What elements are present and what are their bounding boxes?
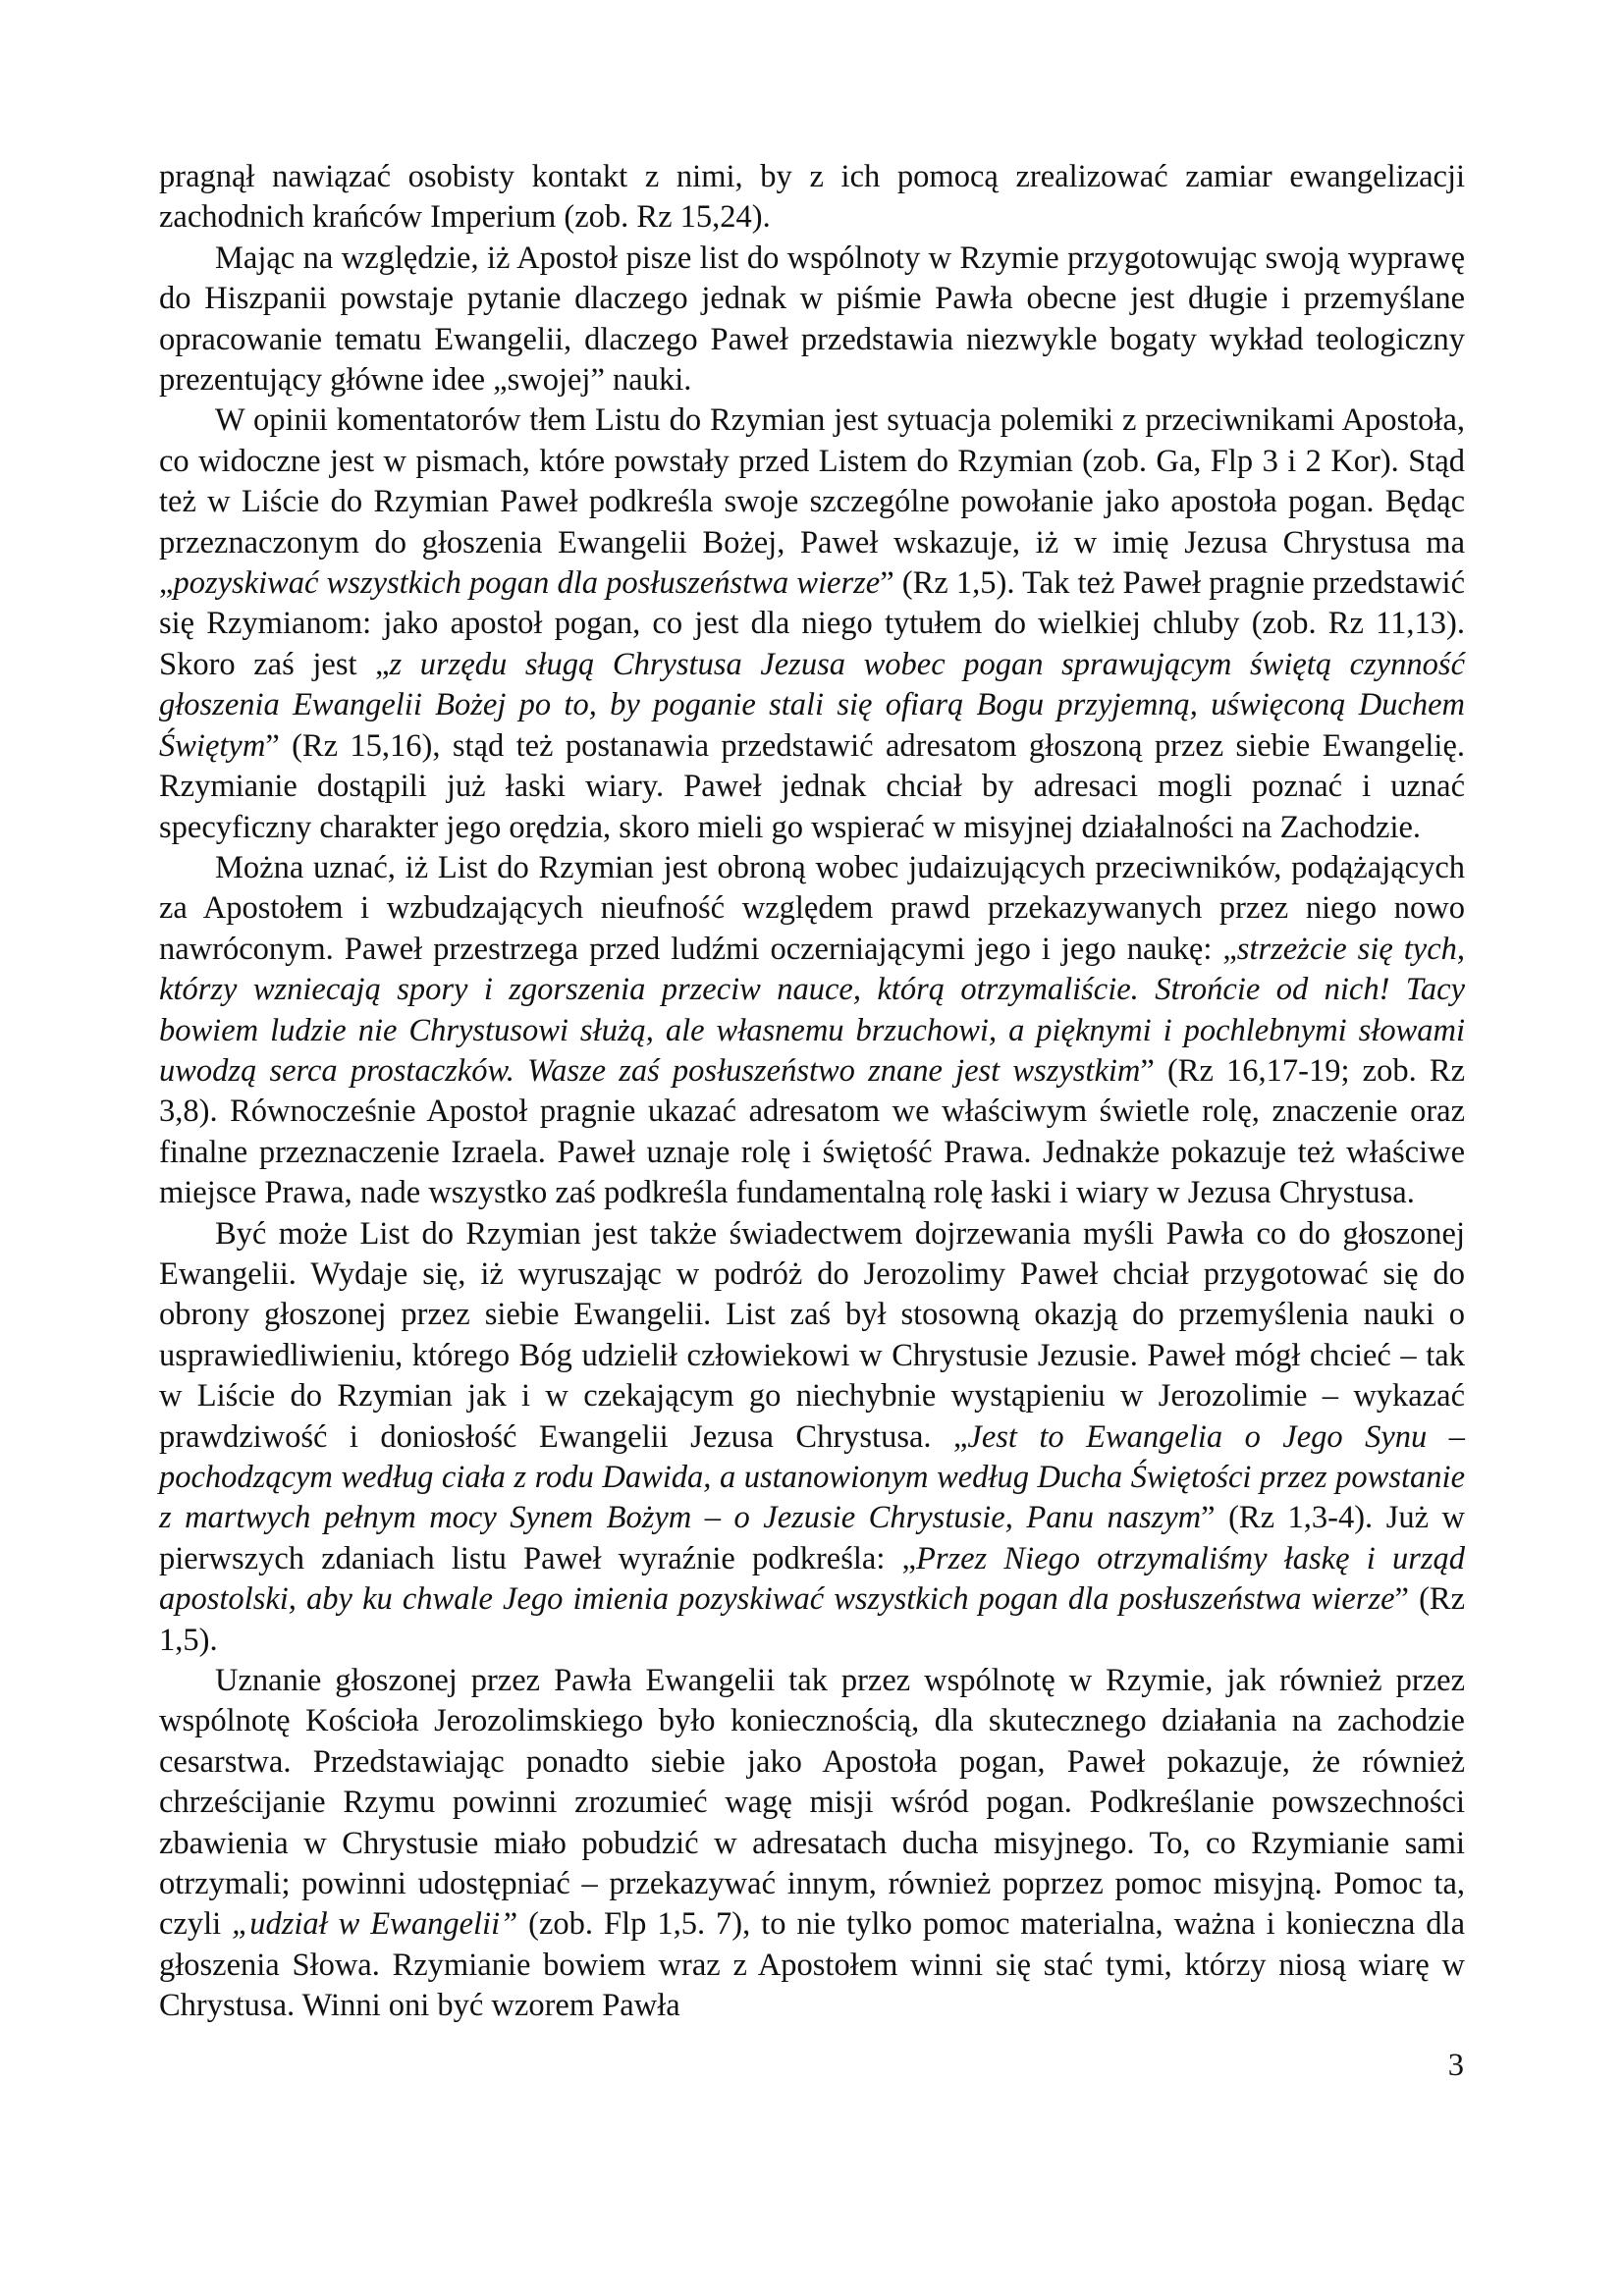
scripture-quote: „udział w Ewangelii” [232, 1906, 518, 1943]
paragraph-6 [159, 1661, 1465, 2027]
paragraph-3 [159, 400, 1465, 847]
text-run: ” (Rz 1,3-4). Już w pierwszych zdaniach listu Paweł wyraźnie podkreśla: „ [159, 1500, 1465, 1576]
scripture-quote: Jest to Ewangelia o Jego Synu – pochodzącym według ciała z rodu Dawida, a ustanowionym według Ducha Świętości przez powstanie z martwych pełnym mocy Synem Bożym – o Jezusie Chrystusie, Panu naszym [159, 1418, 1465, 1536]
text-run: W opinii komentatorów tłem Listu do Rzymian jest sytuacja polemiki z przeciwnikami Apostoła, co widoczne jest w pismach, które powstały przed Listem do Rzymian (zob. Ga, Flp 3 i 2 Kor). Stąd też w Liście do Rzymian Paweł podkreśla swoje szczególne powołanie jako apostoła pogan. Będąc przeznaczonym do głoszenia Ewangelii Bożej, Paweł wskazuje, iż w imię Jezusa Chrystusa ma „ [159, 402, 1465, 602]
text-run: ” (Rz 1,5). Tak też Paweł pragnie przedstawić się Rzymianom: jako apostoł pogan, co jest dla niego tytułem do wielkiej chluby (zob. Rz 11,13). Skoro zaś jest „ [159, 565, 1465, 682]
text-run: (zob. Flp 1,5. 7), to nie tylko pomoc materialna, ważna i konieczna dla głoszenia Słowa. Rzymianie bowiem wraz z Apostołem winni się stać tymi, którzy niosą wiarę w Chrystusa. Winni oni być wzorem Pawła [159, 1906, 1465, 2024]
paragraph-1 [159, 157, 1465, 239]
text-run: pragnął nawiązać osobisty kontakt z nimi, by z ich pomocą zrealizować zamiar ewangelizacji zachodnich krańców Imperium (zob. Rz 15,24). [159, 159, 1465, 236]
text-run: Uznanie głoszonej przez Pawła Ewangelii tak przez wspólnotę w Rzymie, jak również przez wspólnotę Kościoła Jerozolimskiego było koniecznością, dla skutecznego działania na zachodzie cesarstwa. Przedstawiając ponadto siebie jako Apostoła pogan, Paweł pokazuje, że również chrześcijanie Rzymu powinni zrozumieć wagę misji wśród pogan. Podkreślanie powszechności zbawienia w Chrystusie miało pobudzić w adresatach ducha misyjnego. To, co Rzymianie sami otrzymali; powinni udostępniać – przekazywać innym, również poprzez pomoc misyjną. Pomoc ta, czyli [159, 1663, 1465, 1943]
paragraph-4 [159, 848, 1465, 1214]
text-run: Można uznać, iż List do Rzymian jest obroną wobec judaizujących przeciwników, podążających za Apostołem i wzbudzających nieufność względem prawd przekazywanych przez niego nowo nawróconym. Paweł przestrzega przed ludźmi oczerniającymi jego i jego naukę: „ [159, 849, 1465, 967]
text-run: ” (Rz 15,16), stąd też postanawia przedstawić adresatom głoszoną przez siebie Ewangelię. Rzymianie dostąpili już łaski wiary. Paweł jednak chciał by adresaci mogli poznać i uznać specyficzny charakter jego orędzia, skoro mieli go wspierać w misyjnej działalności na Zachodzie. [159, 727, 1465, 845]
scripture-quote: Przez Niego otrzymaliśmy łaskę i urząd apostolski, aby ku chwale Jego imienia pozyskiwać wszystkich pogan dla posłuszeństwa wierze [159, 1540, 1465, 1618]
scripture-quote: pozyskiwać wszystkich pogan dla posłuszeństwa wierze [173, 565, 881, 602]
paragraph-2 [159, 239, 1465, 401]
document-page [159, 157, 1465, 2027]
scripture-quote: z urzędu sługą Chrystusa Jezusa wobec pogan sprawującym świętą czynność głoszenia Ewangelii Bożej po to, by poganie stali się ofiarą Bogu przyjemną, uświęconą Duchem Świętym [159, 646, 1465, 764]
text-run: ” (Rz 1,5). [159, 1581, 1465, 1658]
text-run: Być może List do Rzymian jest także świadectwem dojrzewania myśli Pawła co do głoszonej Ewangelii. Wydaje się, iż wyruszając w podróż do Jerozolimy Paweł chciał przygotować się do obrony głoszonej przez siebie Ewangelii. List zaś był stosowną okazją do przemyślenia nauki o usprawiedliwieniu, którego Bóg udzielił człowiekowi w Chrystusie Jezusie. Paweł mógł chcieć – tak w Liście do Rzymian jak i w czekającym go niechybnie wystąpieniu w Jerozolimie – wykazać prawdziwość i doniosłość Ewangelii Jezusa Chrystusa. „ [159, 1215, 1465, 1455]
text-run: ” (Rz 16,17-19; zob. Rz 3,8). Równocześnie Apostoł pragnie ukazać adresatom we właściwym świetle rolę, znaczenie oraz finalne przeznaczenie Izraela. Paweł uznaje rolę i świętość Prawa. Jednakże pokazuje też właściwe miejsce Prawa, nade wszystko zaś podkreśla fundamentalną rolę łaski i wiary w Jezusa Chrystusa. [159, 1052, 1465, 1211]
scripture-quote: strzeżcie się tych, którzy wzniecają spory i zgorszenia przeciw nauce, którą otrzymaliście. Strońcie od nich! Tacy bowiem ludzie nie Chrystusowi służą, ale własnemu brzuchowi, a pięknymi i pochlebnymi słowami uwodzą serca prostaczków. Wasze zaś posłuszeństwo znane jest wszystkim [159, 931, 1465, 1089]
page-number: 3 [1447, 2048, 1464, 2083]
paragraph-5 [159, 1214, 1465, 1661]
text-run: Mając na względzie, iż Apostoł pisze list do wspólnoty w Rzymie przygotowując swoją wyprawę do Hiszpanii powstaje pytanie dlaczego jednak w piśmie Pawła obecne jest długie i przemyślane opracowanie tematu Ewangelii, dlaczego Paweł przedstawia niezwykle bogaty wykład teologiczny prezentujący główne idee „swojej” nauki. [159, 240, 1465, 399]
